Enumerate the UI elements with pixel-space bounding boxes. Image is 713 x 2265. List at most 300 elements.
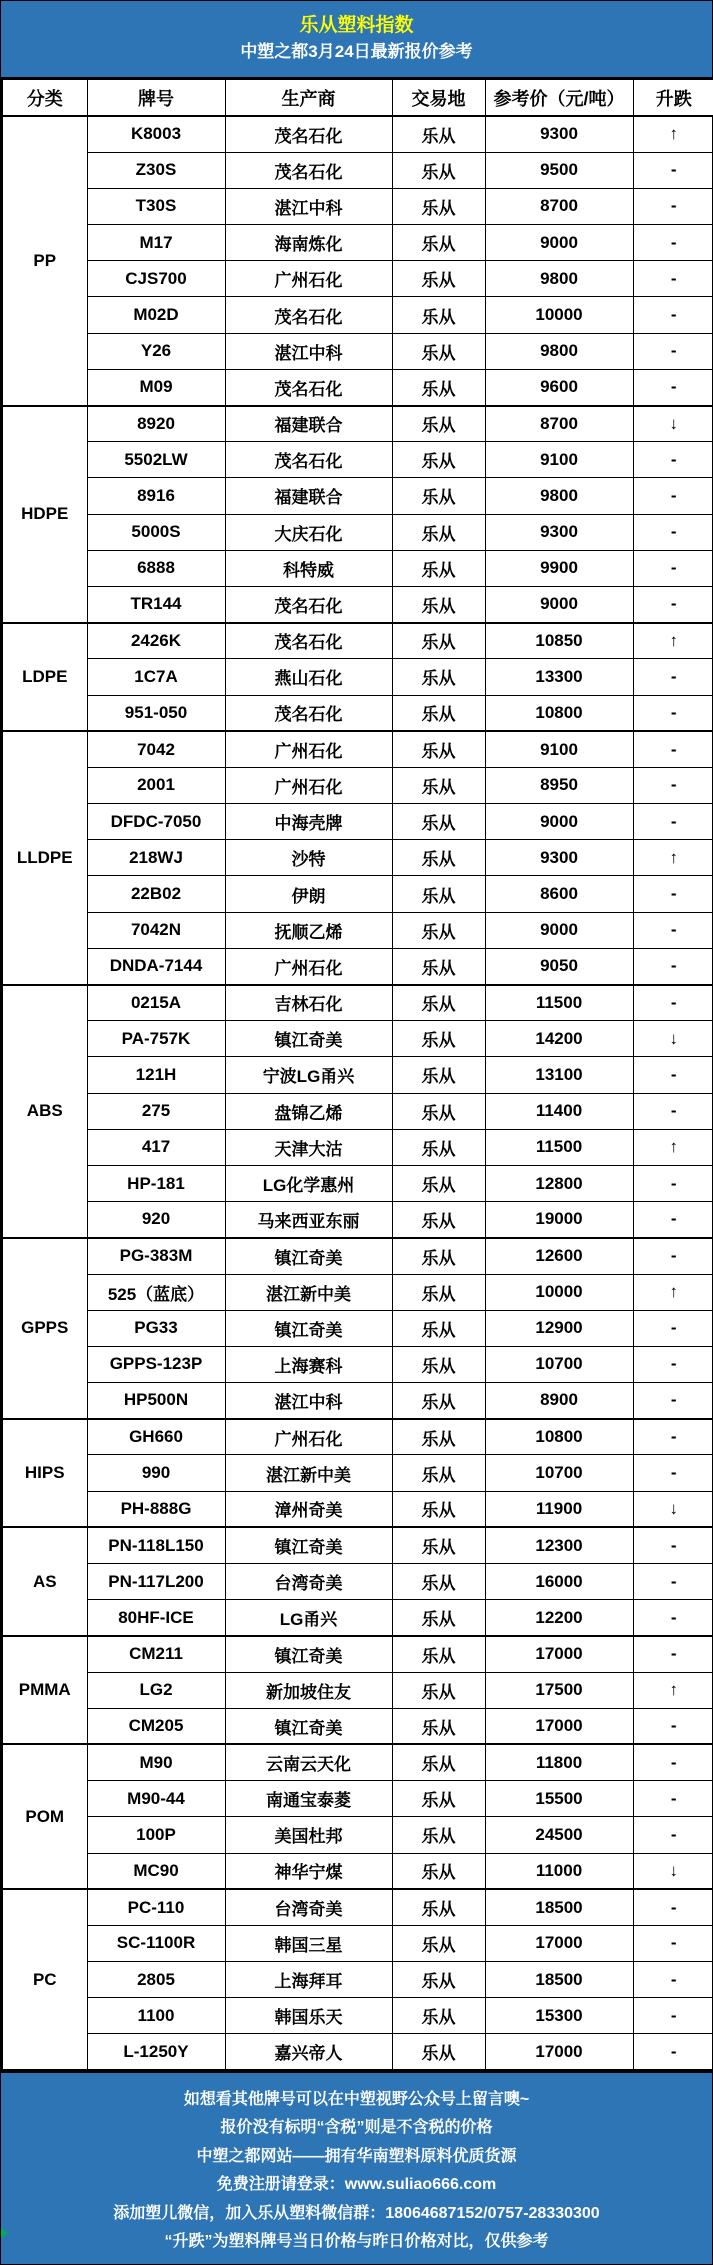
producer-cell: 海南炼化 (225, 225, 392, 261)
price-cell: 8950 (485, 767, 633, 803)
producer-cell: 台湾奇美 (225, 1889, 392, 1925)
market-cell: 乐从 (392, 1998, 485, 2034)
market-cell: 乐从 (392, 840, 485, 876)
change-cell: - (633, 442, 713, 478)
market-cell: 乐从 (392, 1021, 485, 1057)
table-row (2, 659, 713, 695)
producer-cell: 广州石化 (225, 731, 392, 767)
market-cell: 乐从 (392, 1202, 485, 1238)
market-cell: 乐从 (392, 948, 485, 984)
grade-cell: DFDC-7050 (87, 804, 225, 840)
grade-cell: L-1250Y (87, 2034, 225, 2070)
table-row (2, 1672, 713, 1708)
grade-cell: 951-050 (87, 695, 225, 731)
price-cell: 17000 (485, 1708, 633, 1744)
market-cell: 乐从 (392, 586, 485, 622)
table-row (2, 550, 713, 586)
table-row (2, 695, 713, 731)
table-row (2, 406, 713, 442)
price-cell: 9000 (485, 586, 633, 622)
producer-cell: 云南云天化 (225, 1744, 392, 1780)
producer-cell: 镇江奇美 (225, 1021, 392, 1057)
producer-cell: 广州石化 (225, 261, 392, 297)
col-header-price: 参考价（元/吨） (485, 79, 633, 116)
grade-cell: PN-118L150 (87, 1527, 225, 1563)
producer-cell: 上海拜耳 (225, 1962, 392, 1998)
price-cell: 10800 (485, 1419, 633, 1455)
producer-cell: 韩国三星 (225, 1925, 392, 1961)
price-cell: 9800 (485, 478, 633, 514)
price-table-body (2, 116, 713, 2070)
table-row (2, 1564, 713, 1600)
price-cell: 17000 (485, 1636, 633, 1672)
price-cell: 10850 (485, 623, 633, 659)
change-cell: - (633, 912, 713, 948)
market-cell: 乐从 (392, 1744, 485, 1780)
market-cell: 乐从 (392, 1636, 485, 1672)
market-cell: 乐从 (392, 1165, 485, 1201)
change-cell: - (633, 550, 713, 586)
price-cell: 9800 (485, 261, 633, 297)
change-cell: - (633, 876, 713, 912)
footer-note-website: 中塑之都网站——拥有华南塑料原料优质货源 (196, 2147, 517, 2165)
change-cell: - (633, 1889, 713, 1925)
market-cell: 乐从 (392, 1962, 485, 1998)
market-cell: 乐从 (392, 659, 485, 695)
price-cell: 9800 (485, 333, 633, 369)
producer-cell: 神华宁煤 (225, 1853, 392, 1889)
grade-cell: MC90 (87, 1853, 225, 1889)
table-row (2, 731, 713, 767)
grade-cell: 6888 (87, 550, 225, 586)
producer-cell: 宁波LG甬兴 (225, 1057, 392, 1093)
producer-cell: 湛江中科 (225, 333, 392, 369)
table-row (2, 478, 713, 514)
price-cell: 12300 (485, 1527, 633, 1563)
price-cell: 12200 (485, 1600, 633, 1636)
market-cell: 乐从 (392, 1455, 485, 1491)
grade-cell: 8916 (87, 478, 225, 514)
change-cell: - (633, 767, 713, 803)
price-cell: 9100 (485, 731, 633, 767)
grade-cell: 5000S (87, 514, 225, 550)
change-cell: - (633, 804, 713, 840)
table-row (2, 1781, 713, 1817)
producer-cell: 镇江奇美 (225, 1708, 392, 1744)
market-cell: 乐从 (392, 1383, 485, 1419)
market-cell: 乐从 (392, 1310, 485, 1346)
producer-cell: 盘锦乙烯 (225, 1093, 392, 1129)
producer-cell: 茂名石化 (225, 586, 392, 622)
grade-cell: SC-1100R (87, 1925, 225, 1961)
producer-cell: 吉林石化 (225, 985, 392, 1021)
table-row (2, 876, 713, 912)
grade-cell: 2805 (87, 1962, 225, 1998)
change-cell: ↓ (633, 406, 713, 442)
producer-cell: 茂名石化 (225, 623, 392, 659)
change-cell: - (633, 1817, 713, 1853)
market-cell: 乐从 (392, 985, 485, 1021)
price-cell: 11500 (485, 1129, 633, 1165)
market-cell: 乐从 (392, 116, 485, 152)
price-cell: 17500 (485, 1672, 633, 1708)
market-cell: 乐从 (392, 1817, 485, 1853)
grade-cell: 990 (87, 1455, 225, 1491)
price-cell: 17000 (485, 2034, 633, 2070)
producer-cell: 湛江新中美 (225, 1455, 392, 1491)
market-cell: 乐从 (392, 1129, 485, 1165)
price-cell: 9300 (485, 514, 633, 550)
grade-cell: Y26 (87, 333, 225, 369)
grade-cell: K8003 (87, 116, 225, 152)
grade-cell: 920 (87, 1202, 225, 1238)
producer-cell: 抚顺乙烯 (225, 912, 392, 948)
grade-cell: M02D (87, 297, 225, 333)
table-row (2, 623, 713, 659)
producer-cell: 台湾奇美 (225, 1564, 392, 1600)
price-cell: 9500 (485, 152, 633, 188)
producer-cell: 湛江新中美 (225, 1274, 392, 1310)
table-row (2, 1527, 713, 1563)
grade-cell: 2426K (87, 623, 225, 659)
col-header-market: 交易地 (392, 79, 485, 116)
footer-note-register-url: 免费注册请登录：www.suliao666.com (216, 2176, 497, 2194)
market-cell: 乐从 (392, 550, 485, 586)
market-cell: 乐从 (392, 1093, 485, 1129)
table-row (2, 804, 713, 840)
price-cell: 13100 (485, 1057, 633, 1093)
producer-cell: 科特威 (225, 550, 392, 586)
table-row (2, 1346, 713, 1382)
table-row (2, 442, 713, 478)
price-cell: 17000 (485, 1925, 633, 1961)
change-cell: - (633, 1925, 713, 1961)
price-cell: 10000 (485, 297, 633, 333)
table-row (2, 1021, 713, 1057)
price-cell: 18500 (485, 1962, 633, 1998)
grade-cell: PG33 (87, 1310, 225, 1346)
change-cell: ↑ (633, 1129, 713, 1165)
price-cell: 9600 (485, 369, 633, 405)
grade-cell: PA-757K (87, 1021, 225, 1057)
grade-cell: CM211 (87, 1636, 225, 1672)
change-cell: ↑ (633, 116, 713, 152)
market-cell: 乐从 (392, 1491, 485, 1527)
price-cell: 9000 (485, 912, 633, 948)
producer-cell: 茂名石化 (225, 369, 392, 405)
category-cell: PP (2, 116, 87, 406)
grade-cell: 1100 (87, 1998, 225, 2034)
change-cell: - (633, 225, 713, 261)
grade-cell: 80HF-ICE (87, 1600, 225, 1636)
grade-cell: 0215A (87, 985, 225, 1021)
producer-cell: 茂名石化 (225, 116, 392, 152)
change-cell: - (633, 695, 713, 731)
market-cell: 乐从 (392, 876, 485, 912)
grade-cell: 275 (87, 1093, 225, 1129)
price-cell: 11000 (485, 1853, 633, 1889)
producer-cell: 广州石化 (225, 767, 392, 803)
producer-cell: 天津大沽 (225, 1129, 392, 1165)
market-cell: 乐从 (392, 912, 485, 948)
table-row (2, 1491, 713, 1527)
price-cell: 9000 (485, 804, 633, 840)
producer-cell: 燕山石化 (225, 659, 392, 695)
change-cell: - (633, 1998, 713, 2034)
producer-cell: 镇江奇美 (225, 1310, 392, 1346)
market-cell: 乐从 (392, 1346, 485, 1382)
price-cell: 15300 (485, 1998, 633, 2034)
grade-cell: CJS700 (87, 261, 225, 297)
producer-cell: 南通宝泰菱 (225, 1781, 392, 1817)
grade-cell: GPPS-123P (87, 1346, 225, 1382)
category-cell: ABS (2, 985, 87, 1238)
producer-cell: 茂名石化 (225, 695, 392, 731)
price-cell: 8700 (485, 406, 633, 442)
footer-note-change-explain: “升跌”为塑料牌号当日价格与昨日价格对比，仅供参考 (164, 2233, 549, 2251)
market-cell: 乐从 (392, 1564, 485, 1600)
grade-cell: 1C7A (87, 659, 225, 695)
producer-cell: 福建联合 (225, 478, 392, 514)
change-cell: ↑ (633, 840, 713, 876)
price-cell: 9300 (485, 840, 633, 876)
change-cell: - (633, 1527, 713, 1563)
change-cell: - (633, 1202, 713, 1238)
price-cell: 9100 (485, 442, 633, 478)
table-row (2, 369, 713, 405)
producer-cell: 上海赛科 (225, 1346, 392, 1382)
change-cell: - (633, 261, 713, 297)
table-row (2, 1129, 713, 1165)
change-cell: - (633, 2034, 713, 2070)
grade-cell: T30S (87, 188, 225, 224)
grade-cell: 7042N (87, 912, 225, 948)
market-cell: 乐从 (392, 804, 485, 840)
producer-cell: 伊朗 (225, 876, 392, 912)
category-cell: HIPS (2, 1419, 87, 1528)
table-row (2, 1889, 713, 1925)
market-cell: 乐从 (392, 261, 485, 297)
table-row (2, 767, 713, 803)
price-cell: 12900 (485, 1310, 633, 1346)
producer-cell: LG甬兴 (225, 1600, 392, 1636)
producer-cell: 福建联合 (225, 406, 392, 442)
price-cell: 10700 (485, 1455, 633, 1491)
table-row (2, 1998, 713, 2034)
grade-cell: Z30S (87, 152, 225, 188)
category-cell: PMMA (2, 1636, 87, 1745)
change-cell: ↑ (633, 623, 713, 659)
table-row (2, 152, 713, 188)
price-cell: 9050 (485, 948, 633, 984)
category-cell: LDPE (2, 623, 87, 732)
change-cell: - (633, 948, 713, 984)
grade-cell: DNDA-7144 (87, 948, 225, 984)
change-cell: - (633, 188, 713, 224)
grade-cell: 218WJ (87, 840, 225, 876)
price-cell: 16000 (485, 1564, 633, 1600)
grade-cell: M09 (87, 369, 225, 405)
producer-cell: 嘉兴帝人 (225, 2034, 392, 2070)
change-cell: ↑ (633, 1274, 713, 1310)
table-row (2, 297, 713, 333)
table-row (2, 1274, 713, 1310)
market-cell: 乐从 (392, 623, 485, 659)
col-header-category: 分类 (2, 79, 87, 116)
producer-cell: 镇江奇美 (225, 1238, 392, 1274)
change-cell: - (633, 1057, 713, 1093)
grade-cell: 525（蓝底） (87, 1274, 225, 1310)
producer-cell: 广州石化 (225, 948, 392, 984)
market-cell: 乐从 (392, 695, 485, 731)
footer-banner (1, 2071, 712, 2264)
change-cell: - (633, 333, 713, 369)
table-row (2, 1455, 713, 1491)
grade-cell: M17 (87, 225, 225, 261)
change-cell: - (633, 731, 713, 767)
market-cell: 乐从 (392, 478, 485, 514)
category-cell: LLDPE (2, 731, 87, 984)
table-row (2, 1925, 713, 1961)
market-cell: 乐从 (392, 369, 485, 405)
price-cell: 8900 (485, 1383, 633, 1419)
market-cell: 乐从 (392, 767, 485, 803)
grade-cell: PG-383M (87, 1238, 225, 1274)
change-cell: - (633, 1238, 713, 1274)
change-cell: - (633, 1455, 713, 1491)
producer-cell: 新加坡住友 (225, 1672, 392, 1708)
change-cell: ↓ (633, 1491, 713, 1527)
grade-cell: M90 (87, 1744, 225, 1780)
market-cell: 乐从 (392, 1853, 485, 1889)
change-cell: - (633, 1093, 713, 1129)
price-cell: 12600 (485, 1238, 633, 1274)
change-cell: - (633, 659, 713, 695)
market-cell: 乐从 (392, 1781, 485, 1817)
footer-note-tax: 报价没有标明“含税”则是不含税的价格 (220, 2119, 493, 2137)
grade-cell: HP500N (87, 1383, 225, 1419)
table-row (2, 1817, 713, 1853)
market-cell: 乐从 (392, 1925, 485, 1961)
market-cell: 乐从 (392, 1527, 485, 1563)
market-cell: 乐从 (392, 1708, 485, 1744)
price-cell: 8600 (485, 876, 633, 912)
price-cell: 14200 (485, 1021, 633, 1057)
change-cell: - (633, 1744, 713, 1780)
producer-cell: 湛江中科 (225, 1383, 392, 1419)
change-cell: - (633, 1708, 713, 1744)
change-cell: - (633, 1636, 713, 1672)
footer-note-other-grades: 如想看其他牌号可以在中塑视野公众号上留言噢~ (183, 2090, 530, 2108)
col-header-producer: 生产商 (225, 79, 392, 116)
market-cell: 乐从 (392, 1889, 485, 1925)
market-cell: 乐从 (392, 1600, 485, 1636)
grade-cell: 100P (87, 1817, 225, 1853)
table-row (2, 225, 713, 261)
grade-cell: M90-44 (87, 1781, 225, 1817)
price-cell: 10700 (485, 1346, 633, 1382)
market-cell: 乐从 (392, 406, 485, 442)
category-cell: GPPS (2, 1238, 87, 1419)
change-cell: ↓ (633, 1853, 713, 1889)
price-cell: 15500 (485, 1781, 633, 1817)
table-row (2, 948, 713, 984)
grade-cell: TR144 (87, 586, 225, 622)
change-cell: - (633, 478, 713, 514)
grade-cell: HP-181 (87, 1165, 225, 1201)
price-cell: 12800 (485, 1165, 633, 1201)
market-cell: 乐从 (392, 225, 485, 261)
price-table (1, 78, 713, 2071)
grade-cell: 121H (87, 1057, 225, 1093)
market-cell: 乐从 (392, 152, 485, 188)
market-cell: 乐从 (392, 333, 485, 369)
table-row (2, 1093, 713, 1129)
producer-cell: 漳州奇美 (225, 1491, 392, 1527)
producer-cell: 镇江奇美 (225, 1527, 392, 1563)
producer-cell: 马来西亚东丽 (225, 1202, 392, 1238)
change-cell: - (633, 1419, 713, 1455)
table-row (2, 514, 713, 550)
table-row (2, 985, 713, 1021)
page-title: 乐从塑料指数 (299, 14, 414, 36)
producer-cell: 中海壳牌 (225, 804, 392, 840)
market-cell: 乐从 (392, 442, 485, 478)
table-row (2, 1600, 713, 1636)
category-cell: PC (2, 1889, 87, 2070)
change-cell: - (633, 586, 713, 622)
market-cell: 乐从 (392, 188, 485, 224)
table-row (2, 261, 713, 297)
grade-cell: PH-888G (87, 1491, 225, 1527)
change-cell: - (633, 514, 713, 550)
producer-cell: 茂名石化 (225, 152, 392, 188)
table-row (2, 1310, 713, 1346)
table-row (2, 333, 713, 369)
market-cell: 乐从 (392, 1238, 485, 1274)
table-row (2, 1962, 713, 1998)
table-row (2, 840, 713, 876)
market-cell: 乐从 (392, 1057, 485, 1093)
change-cell: - (633, 1165, 713, 1201)
grade-cell: 8920 (87, 406, 225, 442)
price-cell: 11900 (485, 1491, 633, 1527)
table-row (2, 1419, 713, 1455)
producer-cell: 茂名石化 (225, 297, 392, 333)
green-corner-marker-icon (1, 2228, 8, 2238)
price-cell: 9900 (485, 550, 633, 586)
table-row (2, 1708, 713, 1744)
producer-cell: 韩国乐天 (225, 1998, 392, 2034)
grade-cell: 2001 (87, 767, 225, 803)
table-row (2, 2034, 713, 2070)
change-cell: - (633, 1310, 713, 1346)
producer-cell: 镇江奇美 (225, 1636, 392, 1672)
producer-cell: 湛江中科 (225, 188, 392, 224)
table-row (2, 1744, 713, 1780)
market-cell: 乐从 (392, 2034, 485, 2070)
page-subtitle: 中塑之都3月24日最新报价参考 (240, 42, 473, 62)
market-cell: 乐从 (392, 731, 485, 767)
market-cell: 乐从 (392, 514, 485, 550)
change-cell: ↓ (633, 1021, 713, 1057)
category-cell: POM (2, 1744, 87, 1889)
price-cell: 19000 (485, 1202, 633, 1238)
price-cell: 24500 (485, 1817, 633, 1853)
col-header-grade: 牌号 (87, 79, 225, 116)
price-cell: 10000 (485, 1274, 633, 1310)
col-header-change: 升跌 (633, 79, 713, 116)
